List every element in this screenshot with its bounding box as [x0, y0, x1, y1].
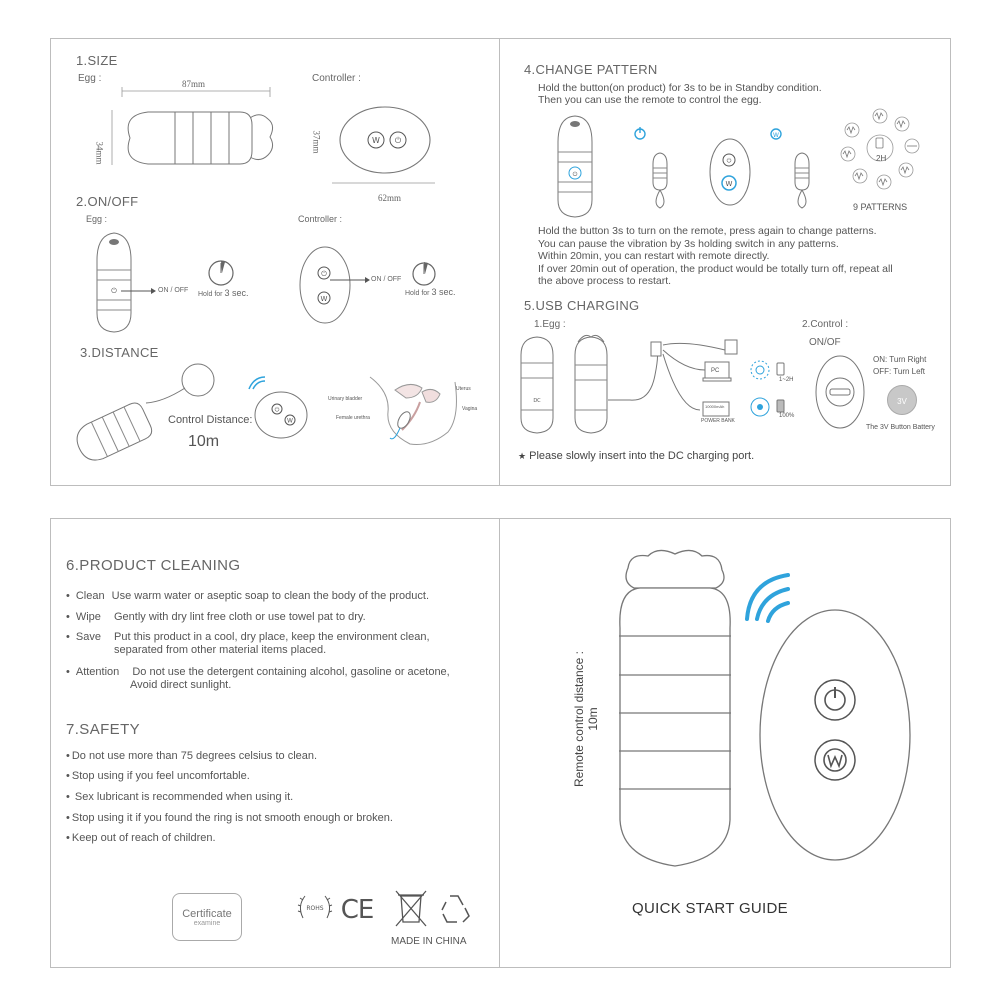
egg-width-dim: 34mm	[94, 141, 105, 165]
controller-size-drawing	[320, 95, 450, 195]
usb-charge-time: 1~2H	[779, 377, 794, 383]
intro-line-2: Then you can use the remote to control the egg.	[538, 94, 762, 106]
made-in-china: MADE IN CHINA	[391, 936, 467, 947]
usb-charge-full: 100%	[779, 413, 795, 419]
certificate-title: Certificate	[182, 908, 232, 920]
wifi-arc-small	[768, 603, 788, 621]
safety-text: Sex lubricant is recommended when using it.	[71, 791, 294, 803]
anatomy-drawing	[360, 372, 470, 452]
safety-item	[66, 770, 250, 783]
change-pattern-title: 4.CHANGE PATTERN	[524, 62, 658, 77]
compliance-marks	[295, 888, 485, 933]
onoff-controller-label: Controller :	[298, 214, 343, 224]
cleaning-text: Gently with dry lint free cloth or use towel pat to dry.	[113, 611, 366, 623]
svg-text:⏻: ⏻	[394, 136, 402, 145]
svg-text:W: W	[773, 132, 779, 139]
usb-onof-label: ON/OF	[809, 337, 841, 348]
svg-text:⏻: ⏻	[726, 157, 732, 165]
size-egg-label: Egg :	[78, 73, 102, 84]
cleaning-text: Put this product in a cool, dry place, keep the environment clean,	[114, 631, 430, 643]
svg-text:W: W	[725, 180, 733, 188]
safety-title: 7.SAFETY	[66, 721, 141, 738]
svg-text:⏻: ⏻	[572, 171, 578, 178]
wave-button-icon	[815, 740, 855, 780]
cleaning-item-wipe	[66, 611, 366, 624]
cleaning-text: Use warm water or aseptic soap to clean the body of the product.	[111, 590, 430, 602]
distance-remote-drawing	[245, 375, 320, 450]
usb-egg-label: 1.Egg :	[534, 319, 566, 330]
safety-item	[66, 812, 393, 825]
egg-length-dim: 87mm	[182, 79, 206, 89]
cleaning-text-2: separated from other material items placed.	[114, 643, 327, 656]
anatomy-urethra: Female urethra	[336, 415, 370, 421]
battery-off-text: OFF: Turn Left	[873, 367, 926, 376]
distance-title: 3.DISTANCE	[80, 345, 159, 360]
safety-item	[66, 832, 216, 845]
egg-size-drawing	[100, 85, 290, 185]
cleaning-text: Do not use the detergent containing alcohol, gasoline or acetone,	[132, 666, 450, 678]
anatomy-bladder: Urinary bladder	[328, 396, 363, 402]
bullet-dot: •	[66, 812, 70, 824]
safety-item	[66, 791, 293, 804]
safety-text: Do not use more than 75 degrees celsius to clean.	[71, 750, 318, 762]
cleaning-text-2: Avoid direct sunlight.	[130, 678, 232, 691]
safety-text: Stop using it if you found the ring is not smooth enough or broken.	[71, 812, 393, 824]
usb-note	[518, 450, 754, 462]
size-controller-label: Controller :	[312, 73, 361, 84]
usb-pc-label: PC	[711, 368, 720, 374]
star-icon: ★	[518, 451, 527, 461]
remote-distance-text: Remote control distance : 10m	[572, 650, 600, 788]
change-pattern-intro	[538, 82, 822, 106]
battery-controller-drawing	[812, 350, 882, 435]
quick-start-egg	[600, 548, 750, 878]
instruction-line-4: If over 20min out of operation, the product would be totally turn off, repeat all	[538, 262, 893, 275]
onoff-egg-label: Egg :	[86, 214, 108, 224]
onoff-controller-hold	[405, 287, 455, 297]
cleaning-item-clean	[66, 590, 429, 603]
patterns-center-label: 2H	[876, 154, 887, 163]
battery-text: The 3V Button Battery	[866, 424, 935, 431]
bullet-dot: •	[66, 832, 70, 844]
cleaning-label: Save	[75, 631, 101, 643]
safety-text: Stop using if you feel uncomfortable.	[71, 770, 250, 782]
svg-text:DC: DC	[533, 398, 541, 404]
onoff-controller-text: ON / OFF	[371, 276, 402, 283]
bullet-dot: •	[66, 611, 70, 623]
bullet-dot: •	[66, 666, 70, 678]
svg-text:⏻: ⏻	[111, 287, 117, 295]
onoff-egg-drawing	[85, 225, 255, 340]
change-pattern-drawing	[550, 112, 850, 222]
quick-start-title: QUICK START GUIDE	[632, 900, 788, 917]
usb-note-text: Please slowly insert into the DC charging port.	[529, 450, 755, 462]
bullet-dot: •	[66, 791, 70, 803]
power-button-icon	[815, 680, 855, 720]
battery-on-text: ON: Turn Right	[873, 355, 927, 364]
cleaning-label: Clean	[75, 590, 105, 602]
battery-badge-text: 3V	[897, 397, 907, 406]
intro-line-1: Hold the button(on product) for 3s to be in Standby condition.	[538, 82, 822, 94]
onoff-controller-hold-secs: 3 sec.	[431, 287, 456, 297]
anatomy-vagina: Vagina	[462, 406, 478, 412]
onoff-title: 2.ON/OFF	[76, 194, 139, 209]
instruction-line-2: You can pause the vibration by 3s holding switch in any patterns.	[538, 237, 839, 250]
distance-egg-drawing	[68, 358, 228, 468]
usb-title: 5.USB CHARGING	[524, 298, 640, 313]
rohs-text: ROHS	[306, 905, 324, 912]
nine-patterns-label: 9 PATTERNS	[853, 202, 908, 212]
control-distance-label: Control Distance:	[168, 414, 253, 426]
onoff-egg-hold-text: Hold for	[198, 291, 223, 298]
change-pattern-instructions	[538, 225, 893, 288]
quick-start-remote	[740, 575, 940, 865]
certificate-box	[172, 893, 242, 941]
onoff-egg-hold	[198, 288, 248, 298]
usb-bank-capacity: 10000mAh	[705, 404, 725, 409]
battery-badge	[887, 385, 917, 415]
safety-text: Keep out of reach of children.	[71, 832, 216, 844]
usb-control-label: 2.Control :	[802, 319, 849, 330]
nine-patterns-wheel	[840, 108, 920, 198]
bullet-dot: •	[66, 631, 70, 643]
instruction-line-1: Hold the button 3s to turn on the remote, press again to change patterns.	[538, 225, 877, 237]
instruction-line-5: the above process to restart.	[538, 275, 672, 287]
onoff-egg-hold-secs: 3 sec.	[224, 288, 249, 298]
certificate-sub: examine	[193, 920, 221, 927]
svg-text:⏻: ⏻	[274, 406, 280, 414]
usb-charging-drawing	[515, 330, 805, 440]
bullet-dot: •	[66, 750, 70, 762]
controller-width-dim: 62mm	[378, 193, 402, 203]
ce-text: CE	[340, 895, 374, 925]
bullet-dot: •	[66, 770, 70, 782]
onoff-egg-text: ON / OFF	[158, 287, 189, 294]
svg-text:⏻: ⏻	[321, 270, 327, 278]
cleaning-title: 6.PRODUCT CLEANING	[66, 557, 241, 574]
svg-text:W: W	[320, 295, 328, 303]
svg-text:W: W	[287, 417, 293, 425]
svg-text:W: W	[372, 136, 380, 145]
cleaning-label: Attention	[75, 666, 120, 678]
control-distance-value: 10m	[188, 433, 220, 450]
anatomy-uterus: Uterus	[456, 386, 471, 392]
cleaning-item-save	[66, 631, 430, 656]
usb-power-bank-label: POWER BANK	[701, 418, 735, 424]
bullet-dot: •	[66, 590, 70, 602]
cleaning-label: Wipe	[75, 611, 101, 623]
cleaning-item-attention	[66, 666, 450, 691]
size-title: 1.SIZE	[76, 53, 118, 68]
safety-item	[66, 750, 317, 763]
controller-height-dim: 37mm	[311, 130, 322, 154]
onoff-controller-hold-text: Hold for	[405, 290, 430, 297]
instruction-line-3: Within 20min, you can restart with remote directly.	[538, 250, 770, 262]
